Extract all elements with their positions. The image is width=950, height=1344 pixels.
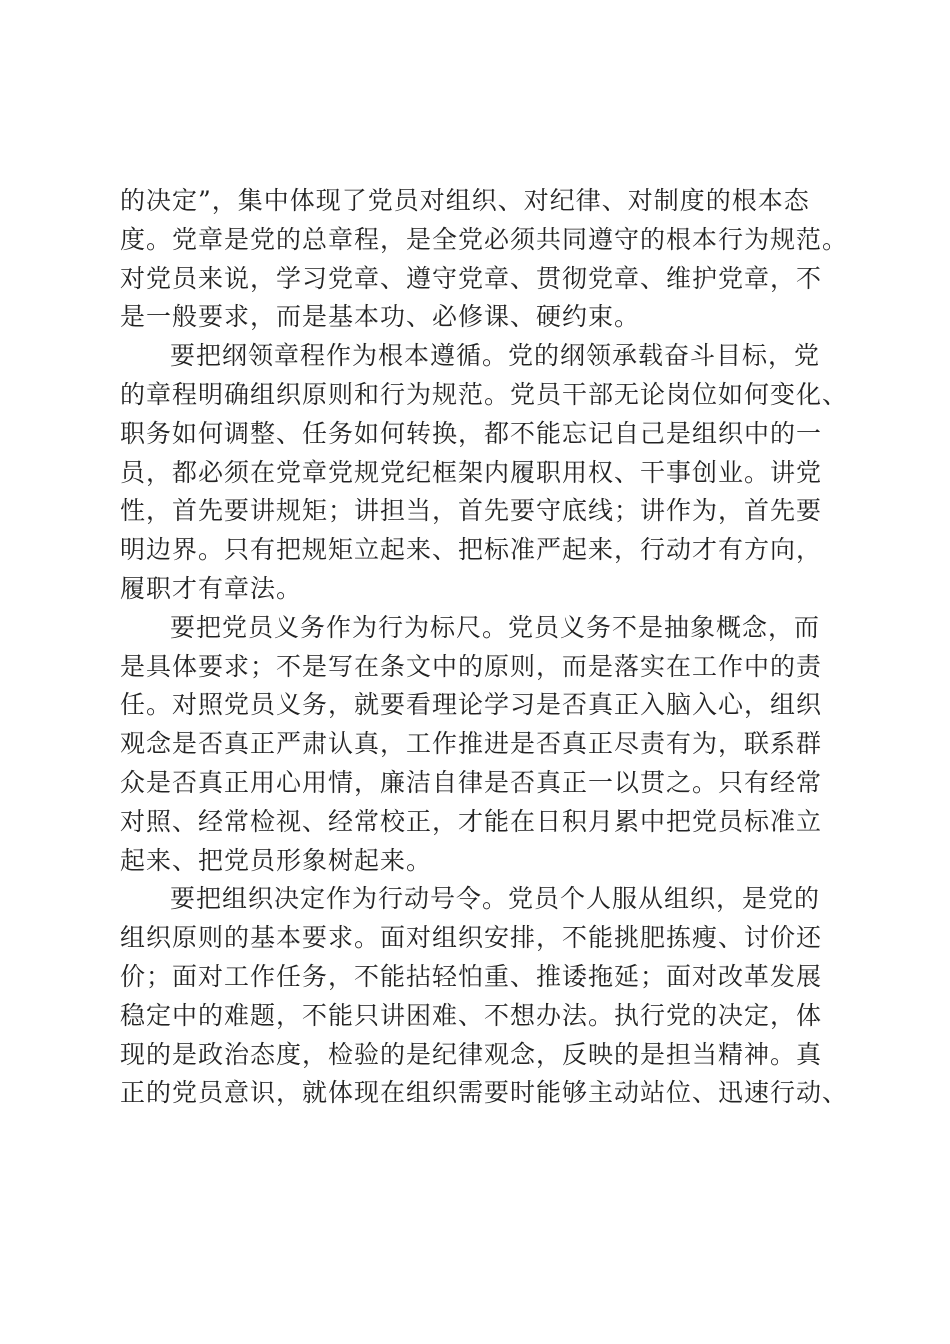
text-line: 明边界。只有把规矩立起来、把标准严起来，行动才有方向，: [120, 535, 823, 565]
text-line: 观念是否真正严肃认真，工作推进是否真正尽责有为，联系群: [120, 729, 823, 759]
text-line: 的章程明确组织原则和行为规范。党员干部无论岗位如何变化、: [120, 379, 849, 409]
text-line: 组织原则的基本要求。面对组织安排，不能挑肥拣瘦、讨价还: [120, 923, 823, 953]
paragraph-start-line: 要把组织决定作为行动号令。党员个人服从组织，是党的: [170, 884, 821, 914]
text-line: 是具体要求；不是写在条文中的原则，而是落实在工作中的责: [120, 651, 823, 681]
text-line: 对照、经常检视、经常校正，才能在日积月累中把党员标准立: [120, 806, 823, 836]
paragraph-start-line: 要把纲领章程作为根本遵循。党的纲领承载奋斗目标，党: [170, 341, 821, 371]
text-line: 正的党员意识，就体现在组织需要时能够主动站位、迅速行动、: [120, 1078, 849, 1108]
text-line: 性，首先要讲规矩；讲担当，首先要守底线；讲作为，首先要: [120, 496, 823, 526]
text-line: 现的是政治态度，检验的是纪律观念，反映的是担当精神。真: [120, 1039, 823, 1069]
text-line: 职务如何调整、任务如何转换，都不能忘记自己是组织中的一: [120, 418, 823, 448]
text-line: 众是否真正用心用情，廉洁自律是否真正一以贯之。只有经常: [120, 767, 823, 797]
body-text: [120, 182, 849, 1113]
text-line: 度。党章是党的总章程，是全党必须共同遵守的根本行为规范。: [120, 224, 849, 254]
text-line: 对党员来说，学习党章、遵守党章、贯彻党章、维护党章，不: [120, 263, 823, 293]
text-line: 任。对照党员义务，就要看理论学习是否真正入脑入心，组织: [120, 690, 823, 720]
text-line: 起来、把党员形象树起来。: [120, 845, 433, 875]
text-line: 的决定”，集中体现了党员对组织、对纪律、对制度的根本态: [120, 186, 810, 215]
text-line: 价；面对工作任务，不能拈轻怕重、推诿拖延；面对改革发展: [120, 961, 823, 991]
paragraph-start-line: 要把党员义务作为行为标尺。党员义务不是抽象概念，而: [170, 612, 821, 642]
text-line: 履职才有章法。: [120, 573, 303, 603]
text-line: 是一般要求，而是基本功、必修课、硬约束。: [120, 302, 641, 332]
text-line: 员，都必须在党章党规党纪框架内履职用权、干事创业。讲党: [120, 457, 823, 487]
text-line: 稳定中的难题，不能只讲困难、不想办法。执行党的决定，体: [120, 1000, 823, 1030]
